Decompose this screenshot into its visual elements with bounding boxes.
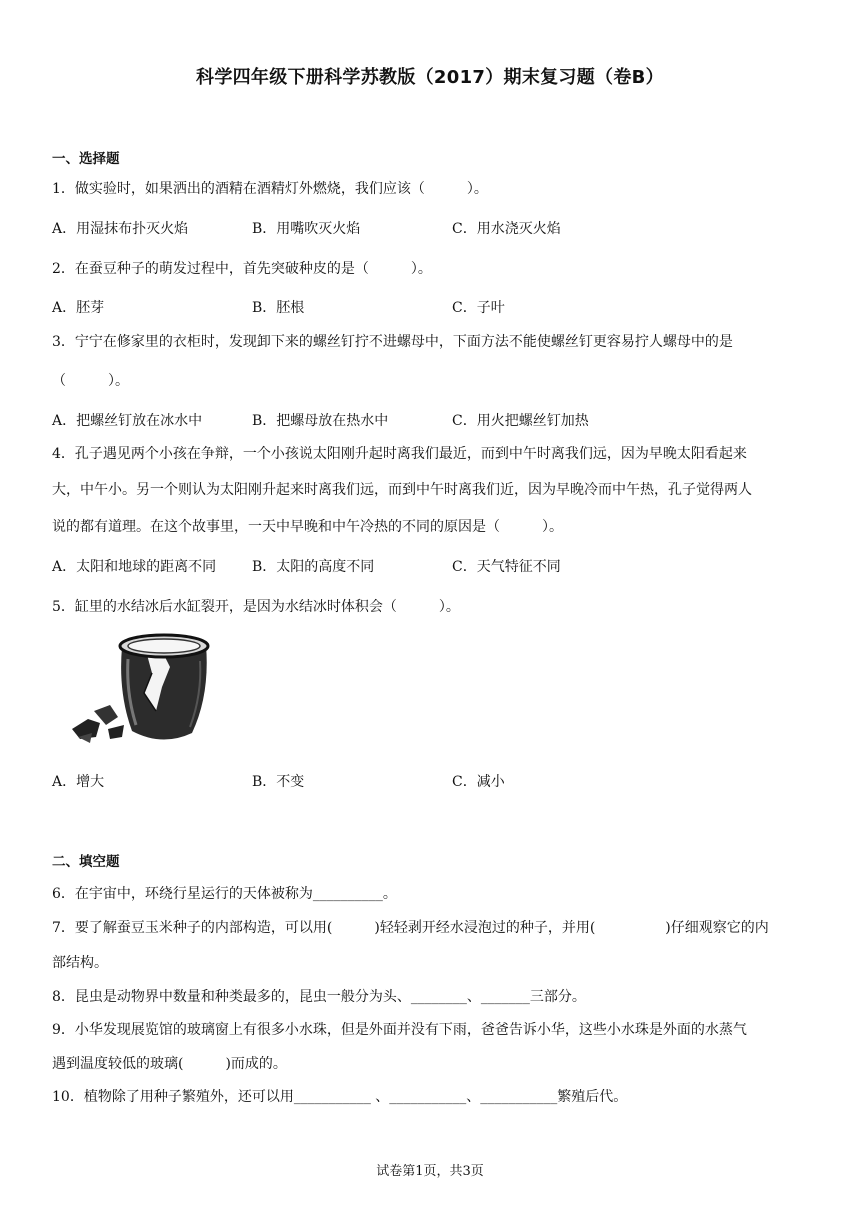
question-4-line-1: 4．孔子遇见两个小孩在争辩，一个小孩说太阳刚升起时离我们最近，而到中午时离我们远，因为早晚太阳看起来 — [52, 446, 747, 462]
question-7-line-2: 部结构。 — [52, 955, 108, 971]
page-footer: 试卷第1页，共3页 — [376, 1164, 484, 1179]
option-b: B．太阳的高度不同 — [252, 559, 375, 575]
question-5-text: 5．缸里的水结冰后水缸裂开，是因为水结冰时体积会（ ）。 — [52, 599, 460, 615]
option-c: C．减小 — [452, 774, 505, 790]
question-4-line-3: 说的都有道理。在这个故事里，一天中早晚和中午冷热的不同的原因是（ ）。 — [52, 519, 563, 535]
option-c: C．天气特征不同 — [452, 559, 561, 575]
option-c: C．子叶 — [452, 300, 505, 316]
option-a: A．胚芽 — [52, 300, 105, 316]
question-3-line-2: （ ）。 — [52, 373, 129, 389]
question-7-line-1: 7．要了解蚕豆玉米种子的内部构造，可以用( )轻轻剥开经水浸泡过的种子，并用( )仔细观察它的内 — [52, 920, 769, 936]
question-10-text: 10．植物除了用种子繁殖外，还可以用___________ 、___________、___________繁殖后代。 — [52, 1089, 628, 1105]
question-1-text: 1．做实验时，如果洒出的酒精在酒精灯外燃烧，我们应该（ ）。 — [52, 181, 488, 197]
option-b: B．把螺母放在热水中 — [252, 413, 389, 429]
option-a: A．把螺丝钉放在冰水中 — [52, 413, 203, 429]
option-b: B．不变 — [252, 774, 305, 790]
option-c: C．用火把螺丝钉加热 — [452, 413, 589, 429]
question-6-text: 6．在宇宙中，环绕行星运行的天体被称为__________。 — [52, 886, 397, 902]
question-9-line-2: 遇到温度较低的玻璃( )而成的。 — [52, 1056, 287, 1072]
question-2-text: 2．在蚕豆种子的萌发过程中，首先突破种皮的是（ ）。 — [52, 261, 432, 277]
section-heading-fill: 二、填空题 — [52, 854, 120, 870]
option-a: A．增大 — [52, 774, 105, 790]
question-9-line-1: 9．小华发现展览馆的玻璃窗上有很多小水珠，但是外面并没有下雨，爸爸告诉小华，这些小水珠是外面的水蒸气 — [52, 1022, 747, 1038]
cracked-water-jar-illustration — [66, 633, 230, 751]
exam-title: 科学四年级下册科学苏教版（2017）期末复习题（卷B） — [196, 67, 664, 88]
option-b: B．胚根 — [252, 300, 305, 316]
question-3-line-1: 3．宁宁在修家里的衣柜时，发现卸下来的螺丝钉拧不进螺母中，下面方法不能使螺丝钉更容易拧人螺母中的是 — [52, 334, 733, 350]
option-c: C．用水浇灭火焰 — [452, 221, 561, 237]
option-a: A．太阳和地球的距离不同 — [52, 559, 217, 575]
question-8-text: 8．昆虫是动物界中数量和种类最多的，昆虫一般分为头、________、_______三部分。 — [52, 989, 586, 1005]
section-heading-choice: 一、选择题 — [52, 151, 120, 167]
option-b: B．用嘴吹灭火焰 — [252, 221, 361, 237]
question-4-line-2: 大，中午小。另一个则认为太阳刚升起来时离我们远，而到中午时离我们近，因为早晚冷而中午热，孔子觉得两人 — [52, 482, 752, 498]
option-a: A．用湿抹布扑灭火焰 — [52, 221, 189, 237]
